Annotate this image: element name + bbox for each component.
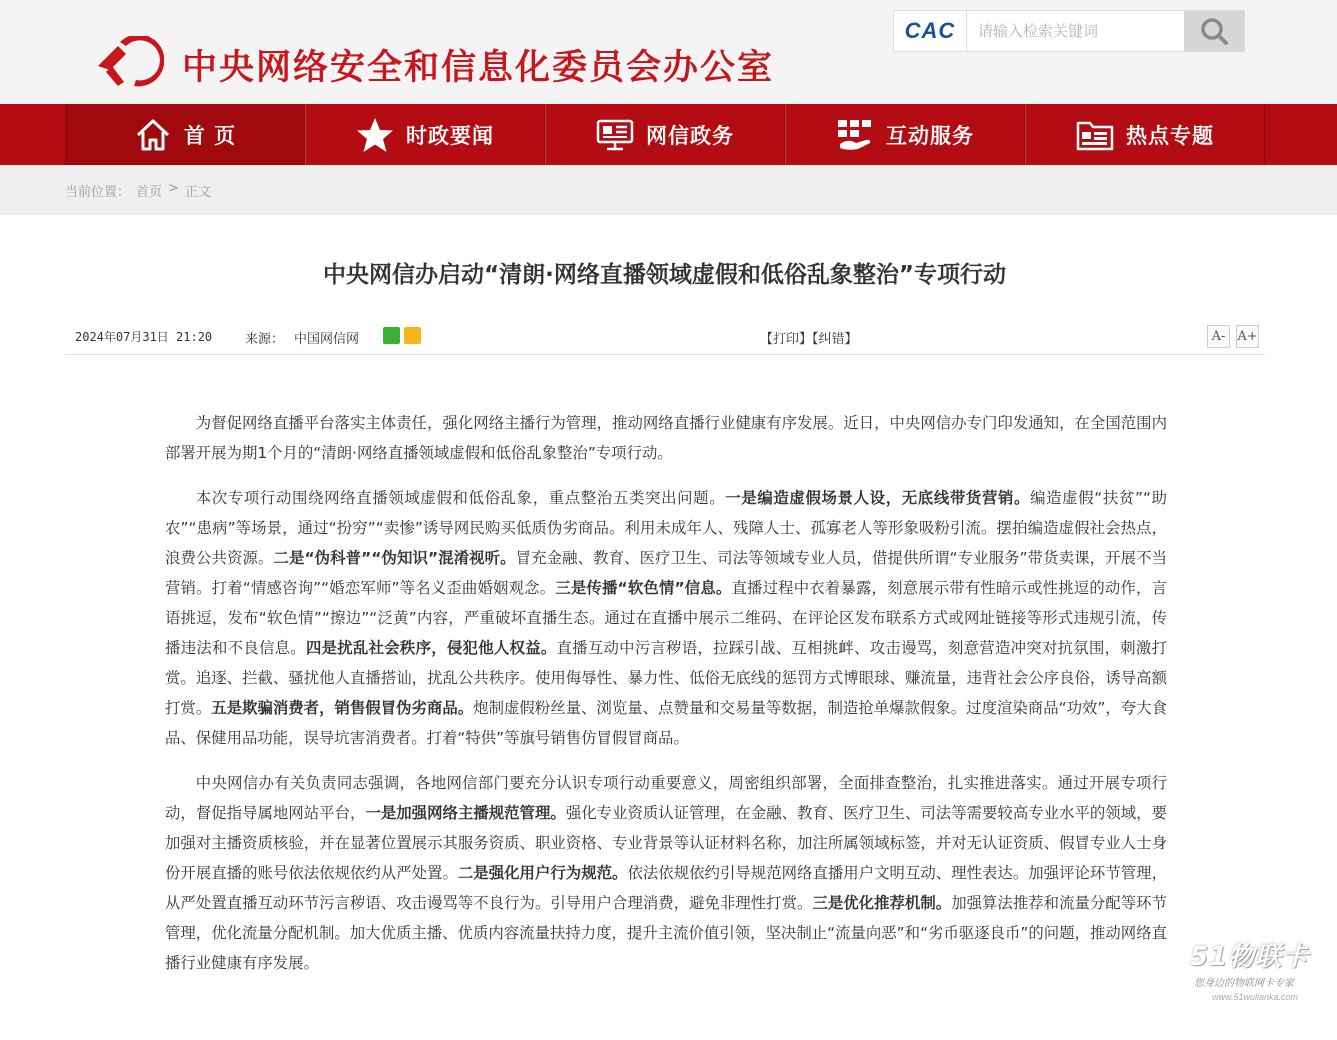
correct-link[interactable]: 【纠错】 [812, 332, 858, 347]
nav-item-topics[interactable] [1025, 104, 1265, 165]
article-paragraph [165, 483, 1167, 753]
search-input[interactable] [968, 11, 1185, 51]
nav-item-affairs[interactable] [545, 104, 785, 165]
font-size-controls [1207, 325, 1259, 348]
cac-logo-text: CAC [904, 18, 956, 43]
watermark-slogan: 您身边的物联网卡专家 [1194, 978, 1294, 989]
presentation-board-icon [596, 118, 634, 152]
watermark [1190, 936, 1330, 1016]
party-emblem-logo-icon[interactable] [90, 36, 164, 88]
site-header [0, 0, 1337, 104]
print-links [760, 328, 858, 347]
nav-label-news: 时政要闻 [406, 123, 494, 148]
article-source: 中国网信网 [294, 332, 360, 347]
article-title: 中央网信办启动“清朗·网络直播领域虚假和低俗乱象整治”专项行动 [323, 262, 1006, 288]
share-buttons [383, 327, 421, 344]
folder-icon [1076, 118, 1114, 152]
nav-item-news[interactable] [305, 104, 545, 165]
paragraph-text: 强化专业资质认证管理，在金融、教育、医疗卫生、司法等需要较高专业水平的领域，要加强对主播资质核验，并在显著位置展示其服务资质、职业资格、专业背景等认证材料名称，加注所属领域标签，并对无认证资质、假冒专业人士身份开展直播的账号依法依规依约从严处置。 [165, 804, 1167, 882]
qzone-share-icon[interactable] [404, 327, 421, 344]
paragraph-emphasis: 三是传播“软色情”信息。 [555, 579, 732, 597]
paragraph-text: 中央网信办有关负责同志强调，各地网信部门要充分认识专项行动重要意义，周密组织部署，全面排查整治，扎实推进落实。通过开展专项行动，督促指导属地网站平台， [165, 774, 1167, 822]
wechat-share-icon[interactable] [383, 327, 400, 344]
source-label: 来源： [245, 332, 285, 347]
nav-label-home: 首 页 [183, 123, 237, 148]
font-smaller-button[interactable]: A- [1207, 325, 1230, 348]
breadcrumb-separator: > [168, 181, 179, 196]
breadcrumb-bar [0, 165, 1337, 215]
breadcrumb [65, 181, 211, 200]
article-body [165, 408, 1167, 993]
article-meta [65, 322, 1265, 355]
paragraph-emphasis: 四是扰乱社会秩序，侵犯他人权益。 [305, 639, 557, 657]
font-larger-button[interactable]: A+ [1236, 325, 1259, 348]
paragraph-emphasis: 一是编造虚假场景人设，无底线带货营销。 [725, 489, 1031, 507]
paragraph-text: 依法依规依约引导规范网络直播用户文明互动、理性表达。加强评论环节管理，从严处置直播互动环节污言秽语、攻击谩骂等不良行为。引导用户合理消费，避免非理性打赏。 [165, 864, 1167, 912]
interaction-hand-icon [836, 118, 874, 152]
paragraph-text: 直播互动中污言秽语，拉踩引战、互相挑衅、攻击谩骂，刻意营造冲突对抗氛围，刺激打赏。追逐、拦截、骚扰他人直播搭讪，扰乱公共秩序。使用侮辱性、暴力性、低俗无底线的惩罚方式博眼球、赚流量，违背社会公序良俗，诱导高额打赏。 [165, 639, 1167, 717]
paragraph-emphasis: 五是欺骗消费者，销售假冒伪劣商品。 [211, 699, 474, 717]
home-icon [135, 118, 171, 152]
paragraph-text: 为督促网络直播平台落实主体责任，强化网络主播行为管理，推动网络直播行业健康有序发展。近日，中央网信办专门印发通知，在全国范围内部署开展为期1个月的“清朗·网络直播领域虚假和低俗乱象整治”专项行动。 [165, 414, 1167, 462]
main-nav [0, 104, 1337, 165]
nav-label-topics: 热点专题 [1126, 123, 1214, 148]
article-paragraph [165, 768, 1167, 978]
watermark-url: www.51wulianka.com [1212, 992, 1299, 1002]
search-box [893, 10, 1245, 52]
nav-item-interaction[interactable] [785, 104, 1025, 165]
search-icon [1199, 16, 1229, 46]
breadcrumb-label: 当前位置： [65, 185, 131, 200]
nav-label-affairs: 网信政务 [646, 123, 734, 148]
paragraph-text: 冒充金融、教育、医疗卫生、司法等领域专业人员，借提供所谓“专业服务”带货卖课，开展不当营销。打着“情感咨询”“婚恋军师”等名义歪曲婚姻观念。 [165, 549, 1167, 597]
paragraph-text: 直播过程中衣着暴露，刻意展示带有性暗示或性挑逗的动作，言语挑逗，发布“软色情”“擦边”“泛黄”内容，严重破坏直播生态。通过在直播中展示二维码、在评论区发布联系方式或网址链接等形式违规引流，传播违法和不良信息。 [165, 579, 1167, 657]
article-paragraph [165, 408, 1167, 468]
search-button[interactable] [1184, 11, 1244, 51]
paragraph-text: 本次专项行动围绕网络直播领域虚假和低俗乱象，重点整治五类突出问题。 [195, 489, 726, 507]
breadcrumb-current: 正文 [184, 185, 211, 200]
paragraph-text: 编造虚假“扶贫”“助农”“患病”等场景，通过“扮穷”“卖惨”诱导网民购买低质伪劣商品。利用未成年人、残障人士、孤寡老人等形象吸粉引流。摆拍编造虚假社会热点，浪费公共资源。 [165, 489, 1167, 567]
paragraph-text: 炮制虚假粉丝量、浏览量、点赞量和交易量等数据，制造抢单爆款假象。过度渲染商品“功效”，夸大食品、保健用品功能，误导坑害消费者。打着“特供”等旗号销售仿冒假冒商品。 [165, 699, 1167, 747]
cac-logo[interactable] [894, 11, 967, 51]
paragraph-emphasis: 二是“伪科普”“伪知识”混淆视听。 [273, 549, 516, 567]
print-link[interactable]: 【打印】 [760, 332, 813, 347]
paragraph-emphasis: 二是强化用户行为规范。 [457, 864, 628, 882]
nav-label-interaction: 互动服务 [886, 123, 974, 148]
site-title[interactable]: 中央网络安全和信息化委员会办公室 [182, 48, 775, 88]
star-icon [356, 117, 394, 153]
article-date: 2024年07月31日 21:20 [75, 330, 213, 344]
breadcrumb-home-link[interactable]: 首页 [136, 185, 163, 200]
paragraph-emphasis: 三是优化推荐机制。 [812, 894, 952, 912]
paragraph-emphasis: 一是加强网络主播规范管理。 [365, 804, 566, 822]
nav-item-home[interactable] [65, 104, 305, 165]
paragraph-text: 加强算法推荐和流量分配等环节管理，优化流量分配机制。加大优质主播、优质内容流量扶持力度，提升主流价值引领，坚决制止“流量向恶”和“劣币驱逐良币”的问题，推动网络直播行业健康有序发展。 [165, 894, 1167, 972]
watermark-logo: 51物联卡 [1190, 942, 1310, 972]
